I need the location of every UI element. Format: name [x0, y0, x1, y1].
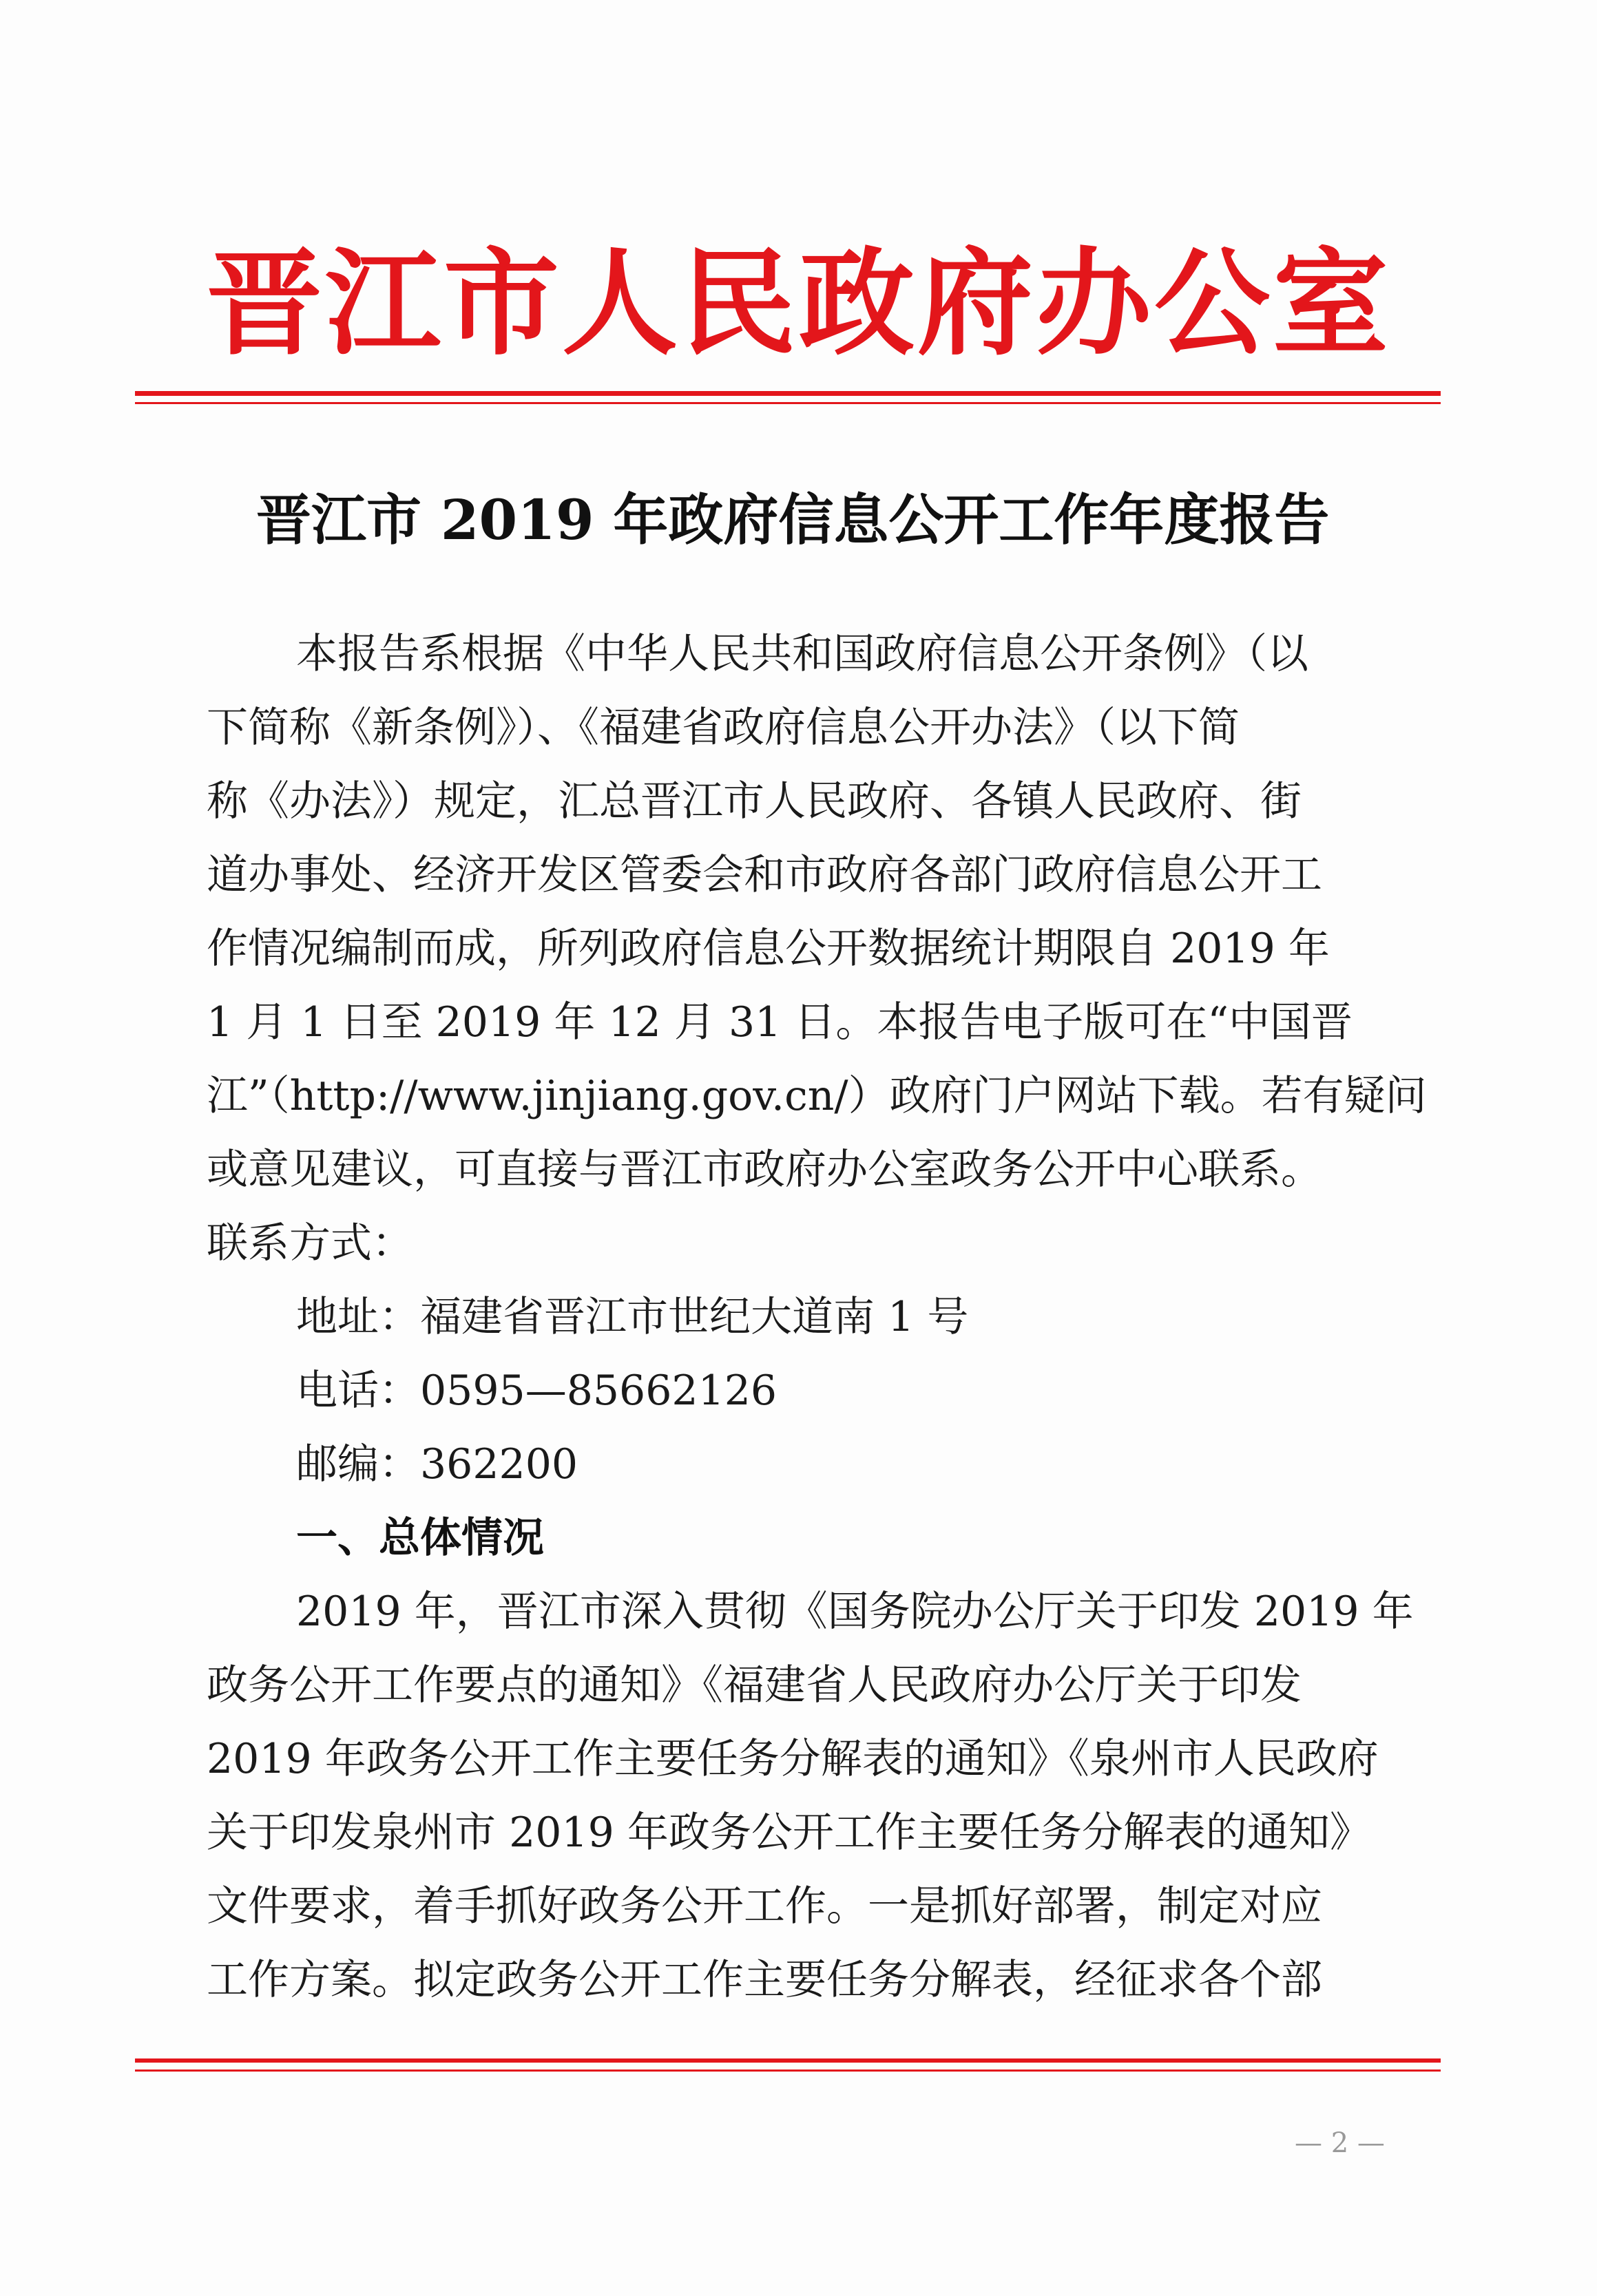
masthead-rule-thick — [135, 391, 1441, 396]
section-heading: 一、总体情况 — [296, 1514, 544, 1562]
section-line: 工作方案。拟定政务公开工作主要任务分解表，经征求各个部 — [207, 1956, 1322, 2004]
intro-line: 本报告系根据《中华人民共和国政府信息公开条例》（以 — [296, 630, 1308, 678]
masthead-title: 晋江市人民政府办公室 — [207, 235, 1391, 371]
contact-heading: 联系方式： — [207, 1219, 413, 1267]
intro-line: 作情况编制而成，所列政府信息公开数据统计期限自 2019 年 — [207, 925, 1330, 973]
intro-line: 或意见建议，可直接与晋江市政府办公室政务公开中心联系。 — [207, 1146, 1322, 1194]
section-line: 关于印发泉州市 2019 年政务公开工作主要任务分解表的通知》 — [207, 1809, 1371, 1857]
footer-rule-thin — [135, 2069, 1441, 2072]
masthead-rule-thin — [135, 402, 1441, 404]
intro-line: 1 月 1 日至 2019 年 12 月 31 日。本报告电子版可在“中国晋 — [207, 998, 1353, 1046]
footer-rule-thick — [135, 2058, 1441, 2063]
page-number: — 2 — — [1295, 2127, 1385, 2159]
intro-line: 道办事处、经济开发区管委会和市政府各部门政府信息公开工 — [207, 851, 1322, 899]
contact-phone: 电话：0595—85662126 — [296, 1367, 777, 1415]
contact-address: 地址：福建省晋江市世纪大道南 1 号 — [296, 1293, 969, 1341]
intro-line: 下简称《新条例》）、《福建省政府信息公开办法》（以下简 — [207, 704, 1240, 752]
section-line: 政务公开工作要点的通知》《福建省人民政府办公厅关于印发 — [207, 1661, 1302, 1709]
report-title: 晋江市 2019 年政府信息公开工作年度报告 — [256, 487, 1330, 552]
intro-line: 江”（http://www.jinjiang.gov.cn/）政府门户网站下载。若有疑问 — [207, 1072, 1427, 1120]
section-line: 2019 年政务公开工作主要任务分解表的通知》《泉州市人民政府 — [207, 1735, 1379, 1783]
contact-postcode: 邮编：362200 — [296, 1440, 578, 1488]
section-line: 2019 年，晋江市深入贯彻《国务院办公厅关于印发 2019 年 — [296, 1588, 1414, 1636]
section-line: 文件要求，着手抓好政务公开工作。一是抓好部署，制定对应 — [207, 1882, 1322, 1930]
intro-line: 称《办法》）规定，汇总晋江市人民政府、各镇人民政府、街 — [207, 777, 1302, 825]
